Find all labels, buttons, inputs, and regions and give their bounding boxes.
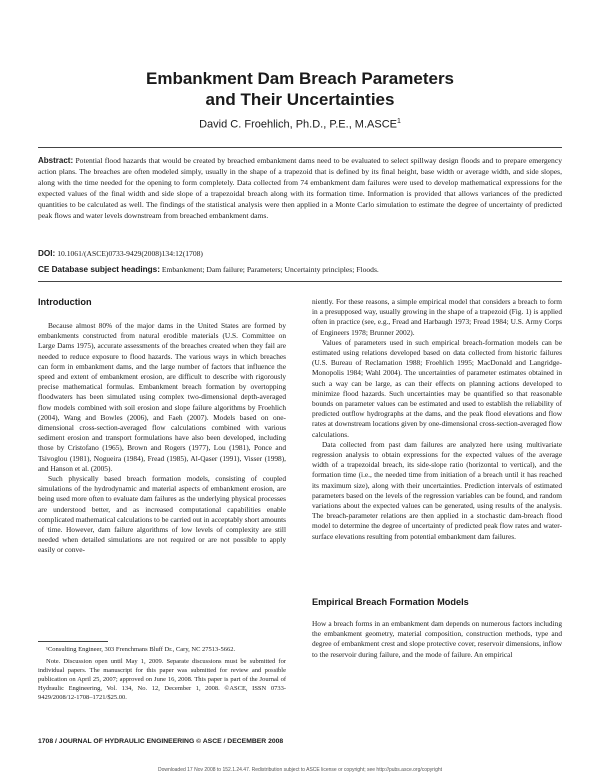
footnote-affiliation: ¹Consulting Engineer, 303 Frenchmans Bluff Dr., Cary, NC 27513-5662. — [46, 646, 236, 653]
left-paragraph-2: Such physically based breach formation models, consisting of coupled simulations of the hydrodynamic and material aspects of embankment erosion, are being used more often to evaluate dam failures as the underlying physical processes are understood better, and as increased computational capabilities enable complicated mathematical calculations to be carried out in acceptably short amounts of time. However, dam failure algorithms of low levels of complexity are still needed when detailed simulations are not required or are not possible to apply easily or conve- — [38, 474, 286, 555]
right-column — [312, 297, 562, 542]
author-line — [60, 118, 540, 131]
title-line-1: Embankment Dam Breach Parameters — [145, 69, 455, 88]
top-divider — [38, 147, 562, 148]
author-name: David C. Froehlich, Ph.D., P.E., M.ASCE — [199, 118, 397, 131]
right-paragraph-3: Data collected from past dam failures are analyzed here using multivariate regression analysis to obtain expressions for the expected values of the average width of a trapezoidal breach, its side-slope ratio (horizontal to vertical), and the formation time (i.e., the needed time from initiation of a breach until it has reached its maximum size), along with their uncertainties. Prediction intervals of estimated parameters based on the levels of the regression variables can be found, and random variations about the expected values can be generated, using results of the analysis. The breach-parameter relations are then applied in a stochastic dam-breach flood model to determine the degree of uncertainty of predicted peak flow rates and water-surface elevations resulting from potential embankment dam failures. — [312, 439, 562, 541]
subject-headings — [38, 265, 562, 274]
subject-value: Embankment; Dam failure; Parameters; Uncertainty principles; Floods. — [159, 265, 379, 274]
footnote-note: Note. Discussion open until May 1, 2009. Separate discussions must be submitted for individual papers. The manuscript for this paper was submitted for review and possible publication on April 25, 2007; approved on June 16, 2008. This paper is part of the Journal of Hydraulic Engineering, Vol. 134, No. 12, December 1, 2008. ©ASCE, ISSN 0733-9429/2008/12-1708–1721/$25.00. — [38, 658, 286, 701]
right-paragraph-4: How a breach forms in an embankment dam depends on numerous factors including the embankment geometry, material composition, construction methods, type and degree of embankment crest and slope protective cover, reservoir dimensions, inflow to the reservoir during failure, and the mode of failure. An empirical — [312, 619, 562, 659]
footer-text: 1708 / JOURNAL OF HYDRAULIC ENGINEERING © ASCE / DECEMBER 2008 — [38, 738, 284, 745]
page-footer — [38, 738, 283, 745]
doi-value: 10.1061/(ASCE)0733-9429(2008)134:12(1708) — [55, 249, 203, 258]
abstract-text: Potential flood hazards that would be created by breached embankment dams need to be evaluated to select spillway design floods and to prepare emergency action plans. The breaches are often modeled simply, usually in the shape of a trapezoid that is defined by its final height, base width or average width, and side slopes, along with the time needed for the opening to form completely. Data collected from 74 embankment dam failures were used to develop mathematical expressions for the expected values of the final width and side slope of a trapezoidal breach along with its formation time. Information is provided that allows variances of the predicted quantities to be calculated as well. The findings of the statistical analysis were then applied in a Monte Carlo simulation to estimate the degree of uncertainty of predicted peak flows and water levels downstream from breached embankment dams. — [38, 156, 562, 220]
abstract-label: Abstract: — [38, 156, 74, 165]
bottom-divider — [38, 281, 562, 282]
download-notice: Downloaded 17 Nov 2008 to 152.1.24.47. Redistribution subject to ASCE license or copyright; see http://pubs.asce.org/copyright — [157, 767, 443, 773]
author-footnote-marker: 1 — [396, 118, 401, 125]
doi-line — [38, 249, 203, 258]
introduction-heading: Introduction — [38, 297, 92, 307]
left-column — [38, 321, 286, 556]
right-paragraph-2: Values of parameters used in such empirical breach-formation models can be estimated using relations developed based on data collected from historic failures (U.S. Bureau of Reclamation 1988; Froehlich 1995; MacDonald and Langridge-Monopolis 1984; Wahl 2004). The uncertainties of parameter estimates obtained in such a way can be large, as can their effects on planning actions developed to minimize flood hazards. Such uncertainties may be quantified so that reasonable bounds on parameter values can be estimated and used to establish the reliability of predicted outflow hydrographs at the dams, and the peak flood elevations and flow rates at downstream locations given by one-dimensional cross-section-averaged flow calculations. — [312, 337, 562, 439]
empirical-models-heading: Empirical Breach Formation Models — [312, 597, 469, 607]
doi-label: DOI: — [38, 249, 56, 258]
right-paragraph-1: niently. For these reasons, a simple empirical model that considers a breach to form in a presupposed way, usually growing in the shape of a trapezoid (Fig. 1) is applied often in practice (see, e.g., Fread and Harbaugh 1973; Fread 1984; U.S. Army Corps of Engineers 1978; Brunner 2002). — [312, 297, 562, 337]
title-line-2: and Their Uncertainties — [205, 90, 395, 109]
left-paragraph-1: Because almost 80% of the major dams in the United States are formed by embankments constructed from natural erodible materials (U.S. Committee on Large Dams 1975), accurate assessments of the breaches created when they fail are needed to reduce exposure to flood hazards. The various ways in which breaches can form in embankment dams, and the large number of factors that influence the speed and extent of embankment erosion, are difficult to describe with rigorously precise mathematical formulas. Embankment breach formation by overtopping floodwaters has been simulated using complex two-dimensional depth-averaged flow models combined with soil erosion and slope failure algorithms by Froehlich (2004), Wang and Bowles (2006), and Faeh (2007). Models based on one-dimensional cross-section-averaged flow calculations combined with various sediment erosion and transport formulations have also been developed, including those by Cristofano (1965), Brown and Rogers (1977), Lou (1981), Ponce and Tsivoglou (1981), Nogueira (1984), Fread (1985), Al-Qaser (1991), Visser (1998), and Hanson et al. (2005). — [38, 321, 286, 473]
paper-title — [60, 68, 540, 110]
abstract — [38, 155, 562, 221]
subject-label: CE Database subject headings: — [38, 265, 160, 274]
footnotes — [38, 645, 286, 702]
footnote-divider — [38, 641, 108, 642]
right-column-continued — [312, 619, 562, 660]
